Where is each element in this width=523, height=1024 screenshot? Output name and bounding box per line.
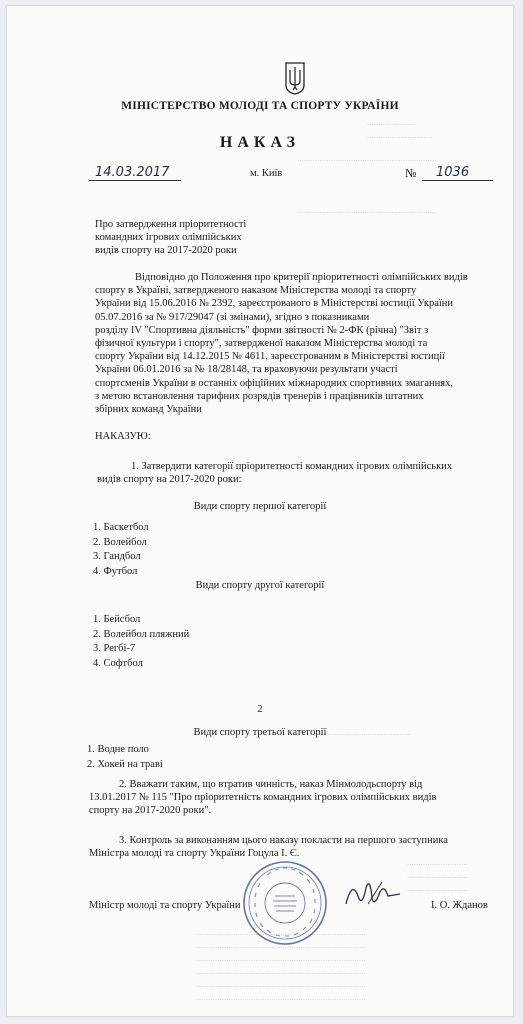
preamble-line: збірних команд України <box>95 404 202 416</box>
subject-line: командних ігрових олімпійських <box>95 232 242 244</box>
ministry-title: МІНІСТЕРСТВО МОЛОДІ ТА СПОРТУ УКРАЇНИ <box>121 100 399 112</box>
bleed-through-text: ........................................................................... ........................................................................... ........................................................................... ........................................................................... ........................................................................... ........................................................................... <box>197 927 366 1002</box>
subject-block <box>95 218 246 258</box>
trident-emblem-icon <box>284 61 306 95</box>
bleed-through-text: .............................................................. <box>297 153 437 163</box>
preamble-line: України 06.01.2016 за № 18/28148, та враховуючи результати участі <box>95 364 398 376</box>
bleed-through-text: ..................... ............................. <box>367 117 433 140</box>
handwritten-signature-icon <box>342 874 412 914</box>
bleed-through-text: .............................................................. <box>297 205 437 215</box>
document-page <box>7 6 513 1016</box>
category-1-title: Види спорту першої категорії <box>193 501 327 512</box>
category-3-list <box>87 743 163 772</box>
point-2 <box>89 778 501 818</box>
preamble-line: спорту в Україні, затвердженого наказом Міністерства молоді та спорту <box>95 285 417 297</box>
category-2-title: Види спорту другої категорії <box>195 580 325 591</box>
point-2-line: 13.01.2017 № 115 "Про пріоритетність командних ігрових олімпійських видів <box>89 792 437 804</box>
order-word: НАКАЗУЮ: <box>95 431 151 442</box>
subject-line: Про затвердження пріоритетності <box>95 219 247 230</box>
date-field <box>89 163 181 181</box>
point-3-line: Міністра молоді та спорту України Гоцула І. Є. <box>89 848 300 860</box>
category-2-list <box>93 613 189 671</box>
point-1 <box>97 460 503 486</box>
list-item: 3. Гандбол <box>93 551 141 562</box>
signatory-position: Міністр молоді та спорту України <box>89 900 241 911</box>
number-value: 1036 <box>436 165 470 180</box>
preamble-line: Відповідно до Положення про критерії пріоритетності олімпійських видів <box>135 272 468 283</box>
page-number: 2 <box>257 704 263 715</box>
document-type-heading: НАКАЗ <box>219 134 301 151</box>
list-item: 1. Баскетбол <box>93 522 149 533</box>
preamble-line: з метою встановлення тарифних розрядів тренерів і працівників штатних <box>95 390 424 402</box>
list-item: 4. Футбол <box>93 565 138 577</box>
bleed-through-text: .............................................. <box>307 727 411 737</box>
list-item: 1. Водне поло <box>87 744 149 755</box>
subject-line: видів спорту на 2017-2020 роки <box>95 245 237 257</box>
list-item: 4. Софтбол <box>93 657 143 669</box>
point-3-line: 3. Контроль за виконанням цього наказу покласти на першого заступника <box>119 835 448 846</box>
list-item: 1. Бейсбол <box>93 614 141 625</box>
list-item: 3. Регбі-7 <box>93 643 136 654</box>
point-2-line: спорту на 2017-2020 роки". <box>89 805 212 817</box>
preamble-line: України від 15.06.2016 № 2392, зареєстрованого в Міністерстві юстиції України <box>95 298 454 310</box>
number-sign: № <box>405 166 417 180</box>
point-3 <box>89 834 501 860</box>
date-value: 14.03.2017 <box>95 165 170 180</box>
preamble <box>95 271 503 416</box>
bleed-through-text: ........................... ........................... ........................... <box>407 857 468 893</box>
preamble-line: спорту України від 14.12.2015 № 4611, зареєстрованим в Міністерстві юстиції <box>95 351 446 363</box>
category-3-title: Види спорту третьої категорії <box>193 727 327 738</box>
preamble-line: фізичної культури і спорту", затвердженої наказом Міністерства молоді та <box>95 338 428 350</box>
point-1-line: видів спорту на 2017-2020 роки: <box>97 474 242 486</box>
city: м. Київ <box>250 168 283 179</box>
point-2-line: 2. Вважати таким, що втратив чинність, наказ Мінмолодьспорту від <box>119 779 423 790</box>
official-stamp-icon <box>241 859 329 947</box>
number-field <box>422 163 493 181</box>
list-item: 2. Волейбол <box>93 536 147 548</box>
preamble-line: розділу IV "Спортивна діяльність" форми звітності № 2-ФК (річна) "Звіт з <box>95 324 429 336</box>
point-1-line: 1. Затвердити категорії пріоритетності командних ігрових олімпійських <box>131 461 453 472</box>
list-item: 2. Хокей на траві <box>87 758 163 770</box>
category-1-list <box>93 521 149 579</box>
preamble-line: спортсменів України в останніх офіційних міжнародних спортивних змаганнях, <box>95 377 453 389</box>
preamble-line: 05.07.2016 за № 917/29047 (зі змінами), згідно з показниками <box>95 311 370 323</box>
signatory-name: І. О. Жданов <box>431 900 488 911</box>
list-item: 2. Волейбол пляжний <box>93 628 190 640</box>
